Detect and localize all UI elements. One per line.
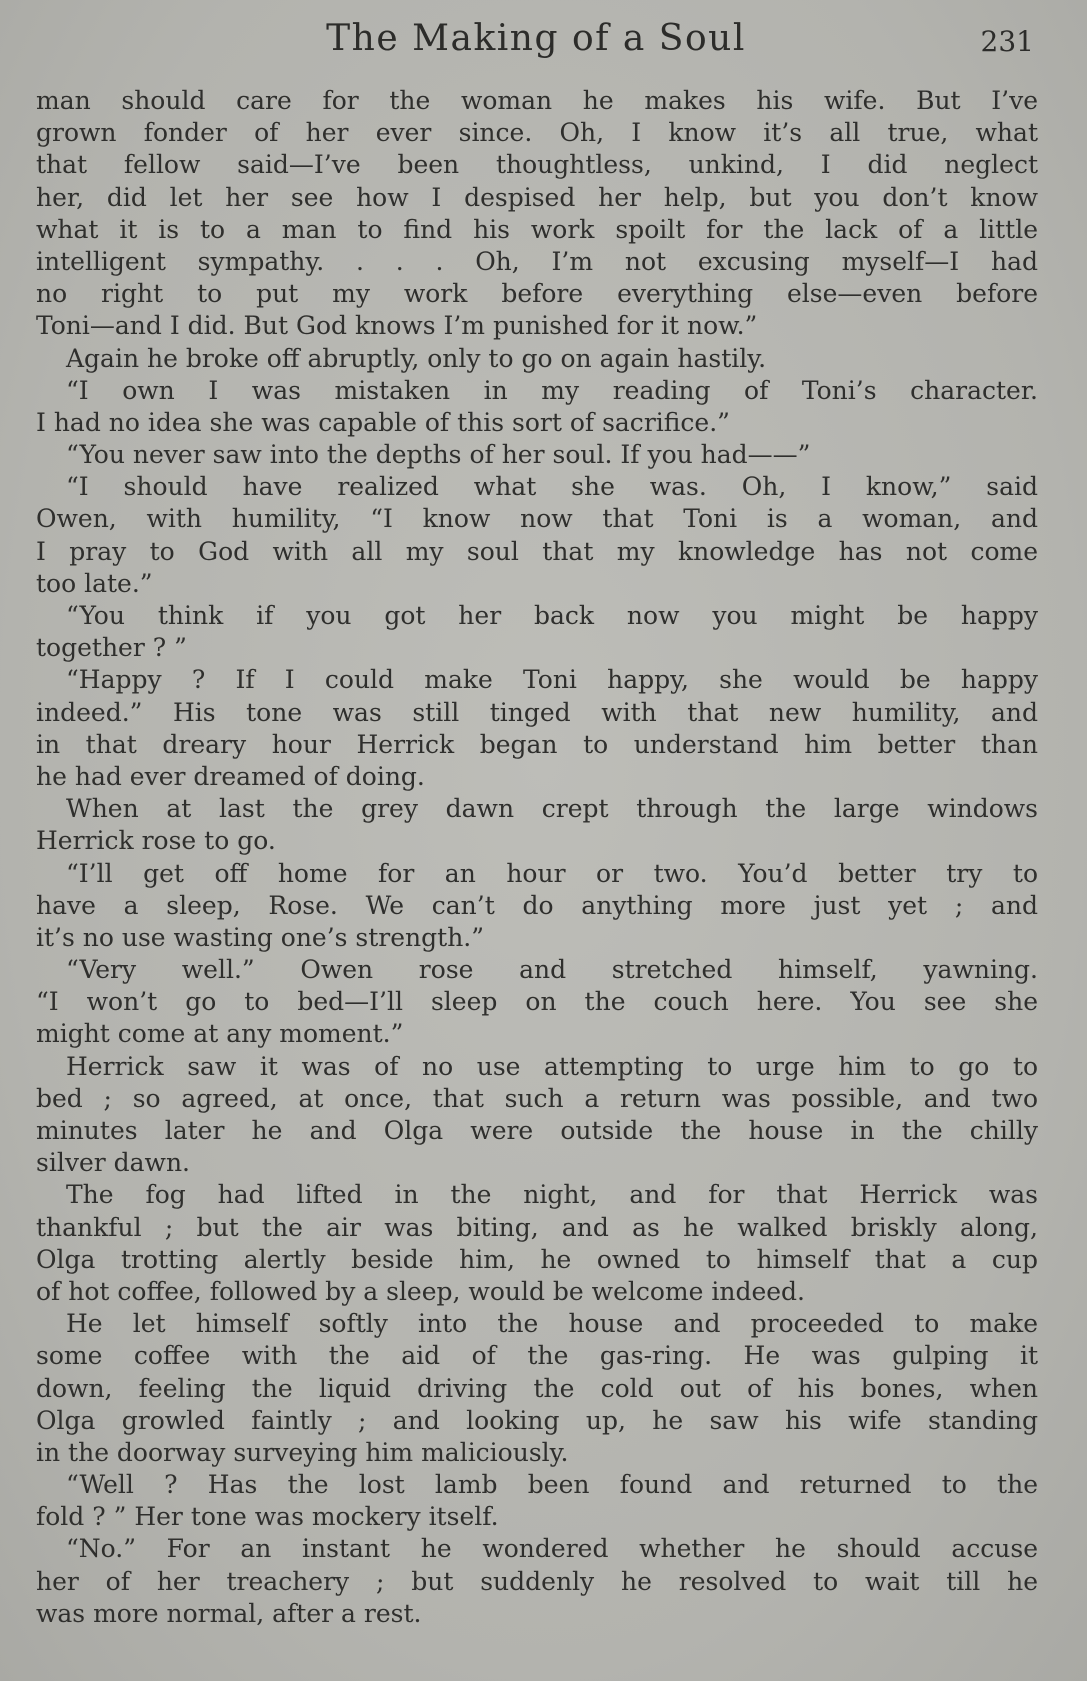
text-line: have a sleep, Rose. We can’t do anything more just yet ; and xyxy=(36,890,1038,920)
text-line: her of her treachery ; but suddenly he resolved to wait till he xyxy=(36,1566,1038,1596)
text-line: might come at any moment.” xyxy=(36,1019,404,1049)
text-line: Herrick rose to go. xyxy=(36,826,276,856)
text-line: He let himself softly into the house and proceeded to make xyxy=(66,1309,1038,1339)
text-line: “Well ? Has the lost lamb been found and returned to the xyxy=(66,1470,1038,1500)
text-line: of hot coffee, followed by a sleep, would be welcome indeed. xyxy=(36,1276,805,1306)
text-line: Toni—and I did. But God knows I’m punished for it now.” xyxy=(36,311,758,341)
text-line: “I’ll get off home for an hour or two. You’d better try to xyxy=(66,858,1038,888)
text-line: too late.” xyxy=(36,568,153,598)
text-line: “I won’t go to bed—I’ll sleep on the couch here. You see she xyxy=(36,987,1038,1017)
text-line: fold ? ” Her tone was mockery itself. xyxy=(36,1502,499,1532)
text-line: “I own I was mistaken in my reading of Toni’s character. xyxy=(66,375,1038,405)
text-line: in that dreary hour Herrick began to understand him better than xyxy=(36,729,1038,759)
text-line: Again he broke off abruptly, only to go on again hastily. xyxy=(66,343,767,373)
text-line: “You think if you got her back now you might be happy xyxy=(66,601,1038,630)
text-line: intelligent sympathy. . . . Oh, I’m not excusing myself—I had xyxy=(36,246,1038,276)
text-line: her, did let her see how I despised her help, but you don’t know xyxy=(36,182,1038,212)
text-line: thankful ; but the air was biting, and as he walked briskly along, xyxy=(36,1212,1038,1242)
text-line: Owen, with humility, “I know now that Toni is a woman, and xyxy=(36,504,1038,534)
page-number: 231 xyxy=(980,25,1034,58)
text-line: in the doorway surveying him maliciously. xyxy=(36,1437,569,1467)
text-line: “Very well.” Owen rose and stretched himself, yawning. xyxy=(66,955,1038,985)
text-line: was more normal, after a rest. xyxy=(36,1598,422,1628)
text-line: bed ; so agreed, at once, that such a return was possible, and two xyxy=(36,1083,1038,1113)
text-line: When at last the grey dawn crept through the large windows xyxy=(66,794,1038,824)
text-line: grown fonder of her ever since. Oh, I know it’s all true, what xyxy=(36,118,1038,148)
text-line: “You never saw into the depths of her soul. If you had——” xyxy=(66,440,811,470)
text-line: Olga trotting alertly beside him, he owned to himself that a cup xyxy=(36,1244,1038,1274)
text-line: indeed.” His tone was still tinged with that new humility, and xyxy=(36,697,1038,727)
text-line: “I should have realized what she was. Oh, I know,” said xyxy=(66,472,1038,502)
page-header xyxy=(36,14,1036,64)
text-line: what it is to a man to find his work spoilt for the lack of a little xyxy=(36,214,1038,244)
text-line: I had no idea she was capable of this sort of sacrifice.” xyxy=(36,407,730,437)
text-line: “No.” For an instant he wondered whether he should accuse xyxy=(66,1534,1038,1564)
text-line: together ? ” xyxy=(36,633,187,663)
text-line: it’s no use wasting one’s strength.” xyxy=(36,922,485,952)
text-line: The fog had lifted in the night, and for that Herrick was xyxy=(66,1180,1038,1210)
text-line: man should care for the woman he makes his wife. But I’ve xyxy=(36,86,1038,115)
body-text xyxy=(36,85,1038,1630)
text-line: down, feeling the liquid driving the cold out of his bones, when xyxy=(36,1373,1038,1403)
text-line: I pray to God with all my soul that my knowledge has not come xyxy=(36,536,1038,566)
text-line: minutes later he and Olga were outside the house in the chilly xyxy=(36,1116,1038,1145)
text-line: silver dawn. xyxy=(36,1148,190,1178)
text-line: some coffee with the aid of the gas-ring. He was gulping it xyxy=(36,1341,1038,1371)
text-line: no right to put my work before everything else—even before xyxy=(36,279,1038,309)
text-line: that fellow said—I’ve been thoughtless, unkind, I did neglect xyxy=(36,150,1038,180)
text-line: Herrick saw it was of no use attempting to urge him to go to xyxy=(66,1051,1038,1081)
text-line: Olga growled faintly ; and looking up, he saw his wife standing xyxy=(36,1405,1038,1435)
running-title: The Making of a Soul xyxy=(326,18,746,59)
text-line: “Happy ? If I could make Toni happy, she would be happy xyxy=(66,665,1038,695)
text-line: he had ever dreamed of doing. xyxy=(36,761,425,791)
